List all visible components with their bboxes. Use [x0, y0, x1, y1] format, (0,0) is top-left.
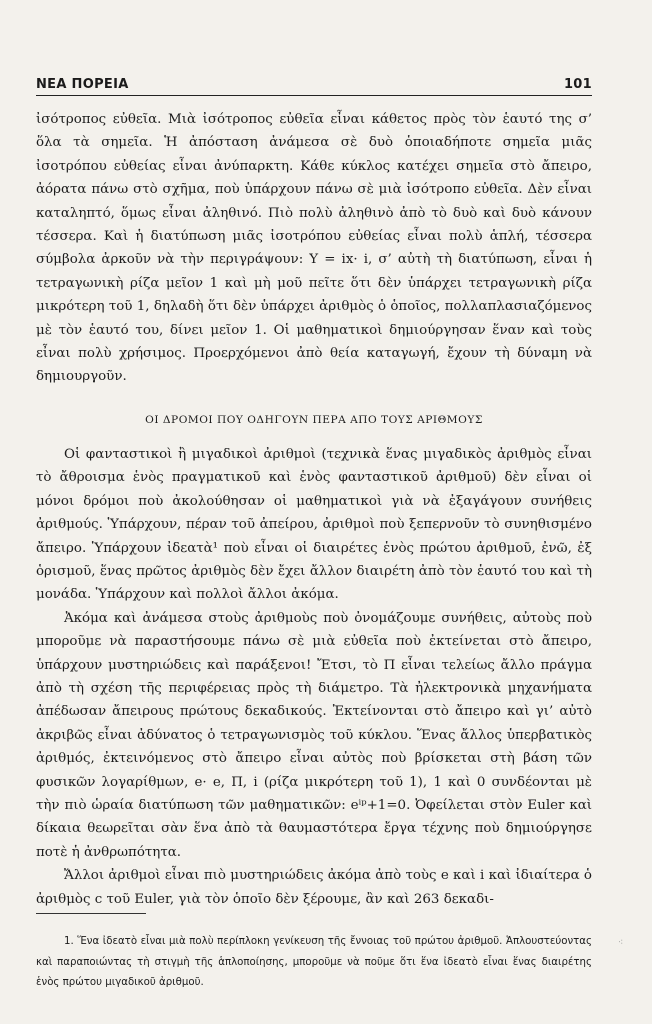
scan-speck-icon: ⁖ [618, 938, 624, 948]
journal-title: ΝΕΑ ΠΟΡΕΙΑ [36, 77, 129, 92]
paragraph-3: Ἀκόμα καὶ ἀνάμεσα στοὺς ἀριθμοὺς ποὺ ὀνομάζουμε συνήθεις, αὐτοὺς ποὺ μποροῦμε νὰ παραστήσουμε πάνω σὲ μιὰ εὐθεῖα ποὺ ἐκτείνεται στὸ ἄπειρο, ὑπάρχουν μυστηριώδεις καὶ παράξενοι! Ἔτσι, τὸ Π εἶναι τελείως ἄλλο πράγμα ἀπὸ τὴ σχέση τῆς περιφέρειας πρὸς τὴ διάμετρο. Τὰ ἠλεκτρονικὰ μηχανήματα ἀπέδωσαν ἄπειρους πρώτους δεκαδικούς. Ἐκτείνονται στὸ ἄπειρο καὶ γι’ αὐτὸ ἀκριβῶς εἶναι ἀδύνατος ὁ τετραγωνισμὸς τοῦ κύκλου. Ἕνας ἄλλος ὑπερβατικὸς ἀριθμός, ἐκτεινόμενος στὸ ἄπειρο εἶναι αὐτὸς ποὺ βρίσκεται στὴ βάση τῶν φυσικῶν λογαρίθμων, e· e, Π, i (ρίζα μικρότερη τοῦ 1), 1 καὶ 0 συνδέονται μὲ τὴν πιὸ ὡραία διατύπωση τῶν μαθηματικῶν: eⁱᵖ+1=0. Ὀφείλεται στὸν Euler καὶ δίκαια θεωρεῖται σὰν ἕνα ἀπὸ τὰ θαυμαστότερα ἔργα τέχνης ποὺ δημιούργησε ποτὲ ἡ ἀνθρωπότητα. [36, 610, 592, 860]
paragraph-4: Ἄλλοι ἀριθμοὶ εἶναι πιὸ μυστηριώδεις ἀκόμα ἀπὸ τοὺς e καὶ i καὶ ἰδιαίτερα ὁ ἀριθμὸς c τοῦ Euler, γιὰ τὸν ὁποῖο δὲν ξέρουμε, ἂν καὶ 263 δεκαδι- [36, 868, 592, 907]
section-heading: ΟΙ ΔΡΟΜΟΙ ΠΟΥ ΟΔΗΓΟΥΝ ΠΕΡΑ ΑΠΟ ΤΟΥΣ ΑΡΙΘΜΟΥΣ [145, 413, 483, 426]
footnote-divider [36, 913, 146, 914]
footnote: 1. Ἕνα ἰδεατὸ εἶναι μιὰ πολὺ περίπλοκη γενίκευση τῆς ἔννοιας τοῦ πρώτου ἀριθμοῦ. Ἁπλουστεύοντας καὶ παραποιώντας τὴ στιγμὴ τῆς ἁπλοποίησης, μποροῦμε νὰ ποῦμε ὅτι ἕνα ἰδεατὸ εἶναι ἕνας διαιρέτης ἑνὸς πρώτου μιγαδικοῦ ἀριθμοῦ. [36, 936, 592, 988]
paragraph-1: ἰσότροπος εὐθεῖα. Μιὰ ἰσότροπος εὐθεῖα εἶναι κάθετος πρὸς τὸν ἑαυτό της σ’ ὅλα τὰ σημεῖα. Ἡ ἀπόσταση ἀνάμεσα σὲ δυὸ ὁποιαδήποτε σημεῖα μιᾶς ἰσοτρόπου εὐθείας εἶναι ἀνύπαρκτη. Κάθε κύκλος κατέχει σημεῖα στὸ ἄπειρο, ἀόρατα πάνω στὸ σχῆμα, ποὺ ὑπάρχουν πάνω σὲ μιὰ ἰσότροπο εὐθεῖα. Δὲν εἶναι καταληπτό, ὅμως εἶναι ἀληθινό. Πιὸ πολὺ ἀληθινὸ ἀπὸ τὸ δυὸ καὶ δυὸ κάνουν τέσσερα. Καὶ ἡ διατύπωση μιᾶς ἰσοτρόπου εὐθείας εἶναι πολὺ ἁπλή, τέσσερα σύμβολα ἀρκοῦν νὰ τὴν περιγράψουν: Y = ix· i, σ’ αὐτὴ τὴ διατύπωση, εἶναι ἡ τετραγωνικὴ ρίζα μεῖον 1 καὶ μὴ μοῦ πεῖτε ὅτι δὲν ὑπάρχει τετραγωνικὴ ρίζα μικρότερη τοῦ 1, δηλαδὴ ὅτι δὲν ὑπάρχει ἀριθμὸς ὁ ὁποῖος, πολλαπλασιαζόμενος μὲ τὸν ἑαυτό του, δίνει μεῖον 1. Οἱ μαθηματικοὶ δημιούργησαν ἕναν καὶ τοὺς εἶναι πολὺ χρήσιμος. Προερχόμενοι ἀπὸ θεία καταγωγή, ἔχουν τὴ δύναμη νὰ δημιουργοῦν. [36, 112, 592, 385]
body-text [36, 108, 592, 911]
paragraph-2: Οἱ φανταστικοὶ ἢ μιγαδικοὶ ἀριθμοὶ (τεχνικὰ ἕνας μιγαδικὸς ἀριθμὸς εἶναι τὸ ἄθροισμα ἑνὸς πραγματικοῦ καὶ ἑνὸς φανταστικοῦ ἀριθμοῦ) δὲν εἶναι οἱ μόνοι δρόμοι ποὺ ἀκολούθησαν οἱ μαθηματικοὶ γιὰ νὰ ἐξαγάγουν συνήθεις ἀριθμούς. Ὑπάρχουν, πέραν τοῦ ἀπείρου, ἀριθμοὶ ποὺ ξεπερνοῦν τὸ συνηθισμένο ἄπειρο. Ὑπάρχουν ἰδεατὰ¹ ποὺ εἶναι οἱ διαιρέτες ἑνὸς πρώτου ἀριθμοῦ, ἐνῶ, ἐξ ὁρισμοῦ, ἕνας πρῶτος ἀριθμὸς δὲν ἔχει ἄλλον διαιρέτη ἀπὸ τὸν ἑαυτό του καὶ τὴ μονάδα. Ὑπάρχουν καὶ πολλοὶ ἄλλοι ἀκόμα. [36, 446, 592, 603]
page-number: 101 [563, 77, 592, 92]
running-header [36, 70, 592, 96]
